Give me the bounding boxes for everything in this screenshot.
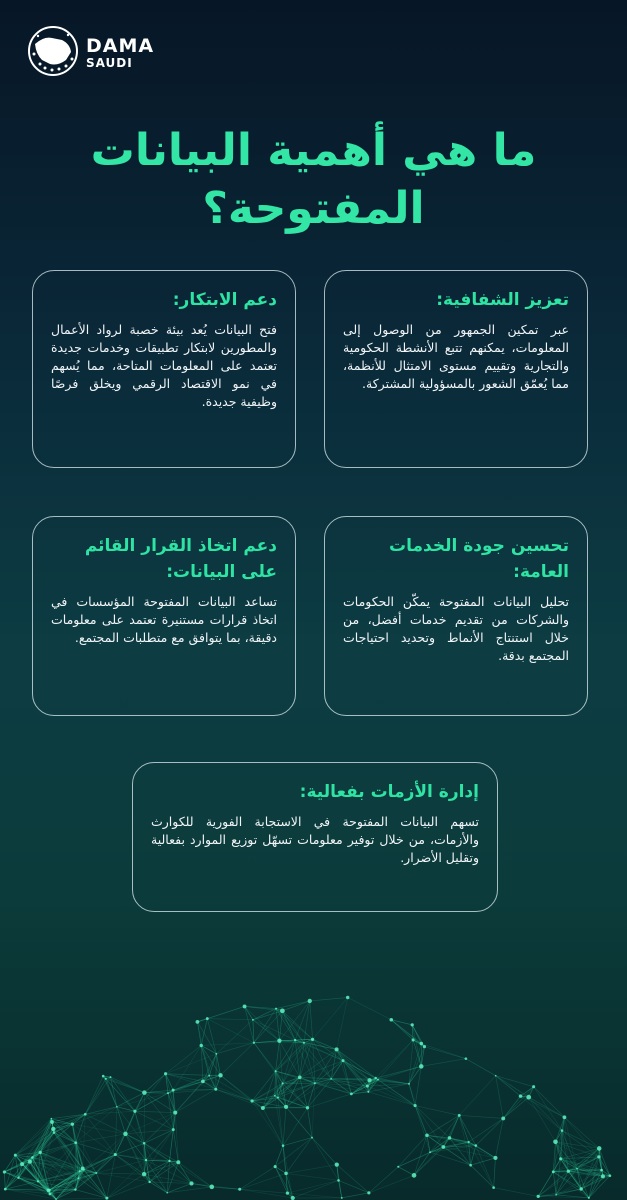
network-node <box>366 1085 369 1088</box>
network-node <box>4 1188 7 1191</box>
network-node <box>274 1095 276 1097</box>
card-body: عبر تمكين الجمهور من الوصول إلى المعلومات، يمكنهم تتبع الأنشطة الحكومية والتجارية وتقييم مستوى الامتثال للأنظمة، مما يُعمّق الشعور بالمسؤولية المشتركة. <box>343 322 569 391</box>
network-link <box>412 1025 421 1066</box>
network-graphic <box>0 900 627 1200</box>
network-link <box>304 1043 331 1079</box>
network-node <box>218 1073 222 1077</box>
network-node <box>3 1170 6 1173</box>
network-node <box>277 1039 281 1043</box>
network-link <box>207 1006 244 1018</box>
network-link <box>146 1130 173 1160</box>
network-link <box>144 1093 168 1094</box>
network-node <box>28 1159 32 1163</box>
network-node <box>298 1076 302 1080</box>
network-node <box>145 1159 147 1161</box>
network-link <box>175 1113 178 1163</box>
network-node <box>367 1091 369 1093</box>
network-link <box>240 1189 293 1198</box>
network-node <box>576 1168 578 1170</box>
network-node <box>143 1142 146 1145</box>
network-link <box>56 1198 107 1199</box>
network-link <box>398 1147 443 1167</box>
network-link <box>469 1118 504 1142</box>
network-node <box>201 1080 205 1084</box>
network-link <box>300 1049 337 1077</box>
network-node <box>501 1116 505 1120</box>
network-link <box>368 1092 415 1106</box>
network-link <box>471 1165 494 1187</box>
network-link <box>166 1054 217 1074</box>
network-node <box>469 1164 472 1167</box>
network-link <box>283 1107 286 1146</box>
network-link <box>476 1118 503 1145</box>
network-link <box>415 1106 443 1147</box>
network-link <box>313 997 348 1039</box>
network-node <box>250 1099 253 1102</box>
network-node <box>601 1174 605 1178</box>
network-node <box>537 1195 540 1198</box>
network-link <box>496 1076 504 1119</box>
network-link <box>85 1114 115 1154</box>
network-link <box>135 1111 144 1143</box>
network-link <box>459 1115 468 1142</box>
network-node <box>389 1018 393 1022</box>
network-node <box>474 1144 477 1147</box>
network-link <box>310 1001 313 1039</box>
network-node <box>374 1077 376 1079</box>
saudi-globe-logo-icon <box>26 24 80 78</box>
network-node <box>164 1072 167 1075</box>
network-node <box>208 1075 210 1077</box>
network-link <box>286 1083 315 1107</box>
network-node <box>74 1141 77 1144</box>
network-node <box>81 1167 85 1171</box>
brand-logo <box>26 24 186 84</box>
network-node <box>337 1179 340 1182</box>
network-node <box>346 996 349 999</box>
network-node <box>142 1172 146 1176</box>
network-node <box>419 1064 424 1069</box>
network-link <box>286 1165 337 1174</box>
network-link <box>282 1011 304 1043</box>
network-node <box>311 1038 314 1041</box>
network-node <box>465 1057 468 1060</box>
network-node <box>291 1196 295 1200</box>
network-node <box>215 1053 217 1055</box>
network-link <box>339 1180 369 1192</box>
network-node <box>167 1092 169 1094</box>
network-node <box>411 1023 414 1026</box>
network-link <box>503 1087 533 1119</box>
network-node <box>20 1162 24 1166</box>
network-link <box>286 1138 312 1174</box>
network-link <box>240 1189 288 1193</box>
network-link <box>240 1173 286 1189</box>
network-link <box>376 1040 413 1078</box>
network-node <box>311 1137 313 1139</box>
network-node <box>206 1017 209 1020</box>
network-node <box>172 1089 175 1092</box>
network-link <box>339 1180 342 1198</box>
network-node <box>31 1156 34 1159</box>
network-node <box>50 1120 54 1124</box>
network-node <box>294 1039 296 1041</box>
network-node <box>200 1044 203 1047</box>
network-node <box>53 1131 56 1134</box>
network-link <box>203 1081 252 1101</box>
network-link <box>369 1175 414 1192</box>
network-link <box>278 1098 283 1146</box>
network-node <box>397 1166 399 1168</box>
network-link <box>276 1009 313 1040</box>
network-node <box>280 1008 285 1013</box>
network-node <box>282 1144 285 1147</box>
network-node <box>189 1181 193 1185</box>
network-link <box>144 1174 167 1193</box>
network-link <box>85 1077 110 1114</box>
network-node <box>50 1118 52 1120</box>
network-node <box>105 1078 107 1080</box>
card-transparency <box>324 270 588 468</box>
network-link <box>4 1172 5 1189</box>
card-title: دعم اتخاذ القرار القائم على البيانات: <box>84 536 277 582</box>
card-title: إدارة الأزمات بفعالية: <box>299 782 479 802</box>
network-link <box>369 1167 398 1193</box>
network-node <box>253 1042 255 1044</box>
network-link <box>125 1093 144 1134</box>
network-link <box>283 1146 287 1193</box>
network-node <box>563 1115 567 1119</box>
network-node <box>284 1105 288 1109</box>
network-node <box>284 1172 288 1176</box>
network-link <box>494 1188 539 1197</box>
network-node <box>493 1156 497 1160</box>
network-node <box>114 1153 117 1156</box>
network-node <box>172 1128 175 1131</box>
network-node <box>243 1004 247 1008</box>
network-link <box>207 1019 253 1020</box>
network-node <box>350 1092 353 1095</box>
network-node <box>14 1154 17 1157</box>
network-node <box>420 1042 424 1046</box>
network-node <box>600 1169 603 1172</box>
network-node <box>429 1151 431 1153</box>
page-title: ما هي أهمية البيانات المفتوحة؟ <box>90 125 537 234</box>
network-link <box>135 1111 175 1112</box>
card-public-services <box>324 516 588 716</box>
network-node <box>168 1160 170 1162</box>
network-link <box>503 1097 528 1118</box>
network-node <box>367 1078 371 1082</box>
network-node <box>274 1165 277 1168</box>
network-node <box>552 1170 555 1173</box>
network-link <box>167 1187 212 1193</box>
network-node <box>341 1197 343 1199</box>
network-node <box>467 1141 469 1143</box>
network-link <box>495 1118 503 1157</box>
network-node <box>252 1019 254 1021</box>
network-node <box>49 1193 52 1196</box>
network-link <box>348 997 392 1019</box>
network-link <box>337 1049 376 1078</box>
network-node <box>308 999 312 1003</box>
network-link <box>216 1054 217 1089</box>
brand-wordmark <box>86 36 154 70</box>
network-node <box>495 1075 497 1077</box>
network-node <box>105 1197 108 1200</box>
network-link <box>115 1107 117 1155</box>
network-node <box>176 1160 180 1164</box>
card-crisis-management <box>132 762 498 912</box>
network-node <box>46 1189 50 1193</box>
network-node <box>123 1132 127 1136</box>
network-link <box>459 1115 503 1118</box>
network-link <box>398 1135 427 1166</box>
network-node <box>166 1192 168 1194</box>
network-link <box>166 1045 202 1073</box>
network-node <box>142 1090 147 1095</box>
network-link <box>312 1138 339 1181</box>
network-node <box>555 1194 557 1196</box>
network-link <box>337 997 348 1049</box>
network-node <box>367 1191 370 1194</box>
network-node <box>441 1145 445 1149</box>
network-node <box>133 1110 136 1113</box>
network-node <box>425 1134 429 1138</box>
network-node <box>559 1157 562 1160</box>
network-node <box>335 1162 339 1166</box>
network-link <box>240 1167 275 1190</box>
network-link <box>503 1096 520 1118</box>
network-node <box>492 1186 495 1189</box>
card-body: فتح البيانات يُعد بيئة خصبة لرواد الأعمال والمطورين لابتكار تطبيقات وخدمات جديدة تعتمد على المعلومات المتاحة، مما يُسهم في نمو الاقتصاد الرقمي ويخلق فرصًا وظيفية جديدة. <box>51 322 277 409</box>
network-link <box>76 1143 116 1155</box>
network-link <box>581 1176 610 1189</box>
network-node <box>341 1059 344 1062</box>
network-link <box>300 1061 343 1078</box>
network-link <box>342 1193 369 1198</box>
network-node <box>306 1106 309 1109</box>
network-link <box>310 997 348 1000</box>
network-node <box>335 1047 339 1051</box>
network-node <box>448 1136 452 1140</box>
network-node <box>84 1113 87 1116</box>
network-link <box>534 1087 562 1131</box>
network-node <box>532 1085 535 1088</box>
brand-name: DAMA <box>86 35 155 57</box>
network-node <box>412 1173 417 1178</box>
network-node <box>110 1076 112 1078</box>
network-link <box>276 1040 296 1071</box>
network-node <box>609 1174 612 1177</box>
network-link <box>415 1066 421 1105</box>
network-node <box>561 1129 564 1132</box>
network-node <box>579 1187 582 1190</box>
card-title: تحسين جودة الخدمات العامة: <box>389 536 569 582</box>
network-link <box>424 1047 465 1059</box>
network-node <box>74 1188 76 1190</box>
network-node <box>77 1177 79 1179</box>
network-link <box>494 1158 496 1188</box>
network-link <box>378 1040 413 1080</box>
network-link <box>496 1076 521 1096</box>
network-node <box>526 1095 531 1100</box>
network-link <box>144 1143 178 1162</box>
network-link <box>85 1079 105 1114</box>
network-link <box>144 1074 165 1093</box>
network-link <box>312 1138 337 1165</box>
network-link <box>22 1122 52 1164</box>
network-link <box>207 1019 254 1043</box>
network-link <box>415 1106 459 1116</box>
network-link <box>466 1059 496 1076</box>
network-node <box>275 1008 277 1010</box>
network-link <box>496 1076 534 1087</box>
card-body: تحليل البيانات المفتوحة يمكّن الحكومات والشركات من تقديم خدمات أفضل، من خلال استنتاج الأنماط وتحديد احتياجات المجتمع بدقة. <box>343 594 569 663</box>
network-node <box>196 1020 200 1024</box>
network-link <box>459 1076 495 1116</box>
network-link <box>529 1097 556 1142</box>
network-node <box>458 1114 461 1117</box>
network-node <box>330 1078 332 1080</box>
network-node <box>238 1188 241 1191</box>
network-link <box>538 1171 568 1196</box>
network-node <box>519 1094 523 1098</box>
network-node <box>17 1177 19 1179</box>
network-node <box>38 1151 41 1154</box>
network-link <box>201 1019 207 1046</box>
network-link <box>471 1158 496 1165</box>
card-body: تساعد البيانات المفتوحة المؤسسات في اتخاذ قرارات مستنيرة تعتمد على معلومات دقيقة، بما يتوافق مع متطلبات المجتمع. <box>51 594 277 645</box>
network-link <box>421 1059 466 1067</box>
network-node <box>282 1082 284 1084</box>
network-link <box>287 1180 338 1193</box>
network-node <box>377 1079 379 1081</box>
network-node <box>408 1083 410 1085</box>
network-node <box>148 1181 150 1183</box>
network-node <box>261 1106 265 1110</box>
network-link <box>286 1173 338 1180</box>
network-link <box>282 1011 295 1040</box>
network-node <box>413 1104 416 1107</box>
network-link <box>144 1113 175 1144</box>
brand-sub: SAUDI <box>86 56 133 70</box>
card-body: تسهم البيانات المفتوحة في الاستجابة الفورية للكوارث والأزمات، من خلال توفير معلومات تسهّل توزيع الموارد بفعالية وتقليل الأضرار. <box>151 814 479 865</box>
network-node <box>314 1082 316 1084</box>
network-node <box>423 1045 426 1048</box>
network-link <box>209 1054 216 1076</box>
network-node <box>79 1170 81 1172</box>
card-title: تعزيز الشفافية: <box>436 290 569 310</box>
network-link <box>450 1138 496 1158</box>
network-node <box>51 1127 55 1131</box>
network-node <box>209 1185 214 1190</box>
network-link <box>398 1167 414 1176</box>
network-link <box>337 1165 369 1193</box>
network-node <box>102 1075 105 1078</box>
network-link <box>295 1039 312 1040</box>
network-node <box>173 1111 177 1115</box>
card-innovation <box>32 270 296 468</box>
network-link <box>254 1043 276 1071</box>
network-node <box>588 1197 590 1199</box>
network-link <box>175 1089 216 1112</box>
network-link <box>245 1006 254 1042</box>
network-node <box>37 1180 39 1182</box>
network-node <box>303 1042 305 1044</box>
network-node <box>286 1191 289 1194</box>
network-node <box>275 1070 277 1072</box>
network-node <box>597 1146 602 1151</box>
card-title: دعم الابتكار: <box>172 290 277 310</box>
network-link <box>85 1076 103 1114</box>
network-node <box>412 1038 415 1041</box>
network-link <box>207 1019 216 1054</box>
network-node <box>95 1172 97 1174</box>
network-node <box>553 1139 558 1144</box>
network-node <box>214 1088 217 1091</box>
network-node <box>567 1170 570 1173</box>
network-node <box>597 1155 600 1158</box>
network-node <box>116 1106 118 1108</box>
card-data-driven-decisions <box>32 516 296 716</box>
network-node <box>277 1097 279 1099</box>
network-node <box>71 1122 74 1125</box>
network-link <box>117 1107 126 1134</box>
